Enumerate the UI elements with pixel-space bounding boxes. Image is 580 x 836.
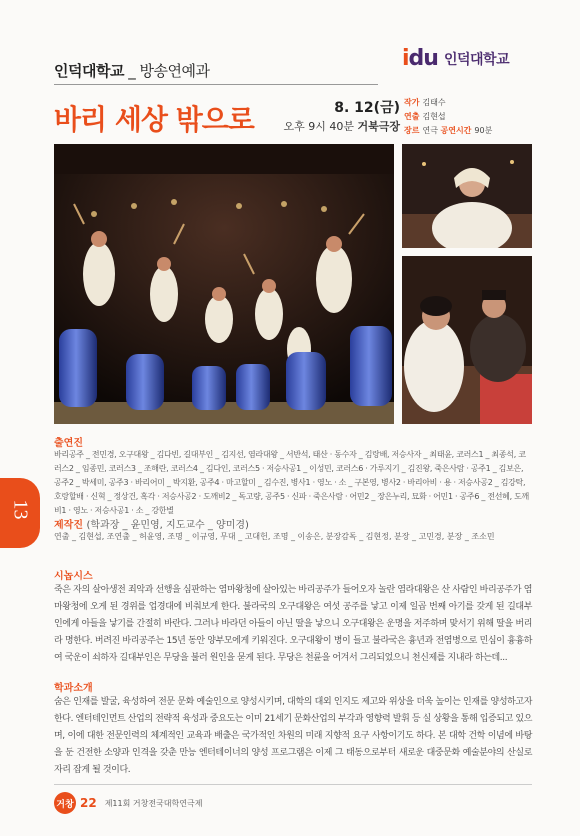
venue: 거북극장 <box>357 120 400 133</box>
page-number: 22 <box>80 796 97 810</box>
festival-emblem-icon: 거창 <box>54 792 76 814</box>
stage-photo-drummers <box>54 144 394 424</box>
staff-heading <box>54 516 249 531</box>
department-name: 방송연예과 <box>139 62 210 80</box>
staff-advisor: (학과장 _ 윤민영, 지도교수 _ 양미경) <box>86 520 249 531</box>
footer-divider <box>54 784 532 785</box>
credits <box>404 96 492 138</box>
dept-intro-heading: 학과소개 <box>54 683 93 694</box>
university-name: 인덕대학교 <box>54 62 124 80</box>
stage-photo-duet <box>402 256 532 424</box>
university-logo <box>402 46 509 71</box>
stage-photo-performer <box>402 144 532 248</box>
performer-photo-drawing <box>402 144 532 248</box>
synopsis-heading: 시놉시스 <box>54 571 93 582</box>
header-divider <box>54 84 378 85</box>
page-footer <box>54 792 202 814</box>
dept-intro-text: 숨은 인재를 발굴, 육성하여 전문 문화 예술인으로 양성시키며, 대학의 대외 인지도 제고와 위상을 더욱 높이는 인재를 양성하고자 한다. 엔터테인먼트 산업의 전략적 육성과 중요도는 이미 21세기 문화산업의 부각과 영향력 발휘 등 실 상황을 통해 입증되고 있으며, 이에 대한 전문인력의 체계적인 교육과 배출은 국가적인 차원의 미래 지향적 요구 사항이기도 하다. 본 대학 건학 이념에 바탕을 둔 건전한 소양과 인격을 갖춘 만능 엔터테이너의 양성 프로그램은 이제 그 태동으로부터 새로운 대중문화 예술분야의 산실로 자리 잡게 될 것이다. <box>54 697 532 775</box>
play-title: 바리 세상 밖으로 <box>54 103 254 136</box>
cast-heading: 출연진 <box>54 438 83 449</box>
logo-mark-i: i <box>402 46 409 71</box>
credit-director: 연출 김현섭 <box>404 112 446 121</box>
cast-list: 바리공주 _ 전민경, 오구대왕 _ 김다빈, 길대부인 _ 김지선, 염라대왕 _ 서반석, 태산 · 동수자 _ 김랑배, 저승사자 _ 최태윤, 코러스1 _ 최종석, 코러스2 _ 임종민, 코러스3 _ 조해란, 코러스4 _ 김다인, 코러스5 · 저승사공1 _ 이성민, 코러스6 · 가루지기 _ 김진왕, 죽은사람 · 공주1 _ 김보은, 공주2 _ 박세미, 공주3 · 바리어미 _ 박지환, 공주4 · 마고할미 _ 김수진, 병사1 · 영노 · 소 _ 구본영, 병사2 · 바리아비 · 용 · 저승사공2 _ 김강탁, 호랑할배 · 신혁 _ 정상건, 혹각 · 저승사공2 · 도깨비2 _ 독고량, 공주5 · 신파 · 죽은사람 · 어민2 _ 장은누리, 묘화 · 어민1 · 공주6 _ 전선혜, 도깨비1 · 영노 · 저승사공1 · 소 _ 강한별 <box>54 450 529 515</box>
logo-mark-du: du <box>408 46 438 71</box>
staff-list: 연출 _ 김현섭, 조연출 _ 허윤영, 조명 _ 이규영, 무대 _ 고대헌, 조명 _ 이송은, 분장감독 _ 김현정, 분장 _ 고민경, 분장 _ 조소민 <box>54 532 495 541</box>
performance-time: 오후 9시 40분 <box>283 120 354 133</box>
logo-name: 인덕대학교 <box>443 51 510 68</box>
logo-mark <box>402 46 438 71</box>
separator: _ <box>123 62 140 80</box>
credit-genre: 장르 연극 공연시간 90분 <box>404 126 493 135</box>
side-tab-number: 13 <box>9 499 32 520</box>
stage-photo-drawing <box>54 144 394 424</box>
performance-date: 8. 12(금) <box>334 100 400 116</box>
staff-heading-title: 제작진 <box>54 520 83 531</box>
festival-name: 제11회 거창전국대학연극제 <box>104 798 203 808</box>
credit-writer: 작가 김태수 <box>404 98 446 107</box>
performance-time-venue <box>262 118 400 134</box>
synopsis-text: 죽은 자의 살아생전 죄악과 선행을 심판하는 염마왕청에 살아있는 바리공주가 들어오자 놀란 염라대왕은 산 사람인 바리공주가 염마왕청에 오게 된 경위를 업경대에 비춰보게 한다. 불라국의 오구대왕은 여섯 공주를 낳고 이제 일곱 번째 아기를 갖게 된 길대부인에게 아들을 낳기를 간절히 바란다. 그러나 바라던 아들이 아닌 딸을 낳으니 오구대왕은 운명을 저주하며 맞서기 위해 딸을 버리라 명한다. 버려진 바리공주는 15년 동안 양부모에게 키워진다. 오구대왕이 병이 들고 불라국은 흉년과 전염병으로 민심이 흉흉하여 국운이 쇠하자 길대부인은 무당을 불러 원인을 묻게 된다. 무당은 천륜을 어겨서 그리되었으니 천신제를 지내라 하는데... <box>54 585 532 663</box>
duet-photo-drawing <box>402 256 532 424</box>
